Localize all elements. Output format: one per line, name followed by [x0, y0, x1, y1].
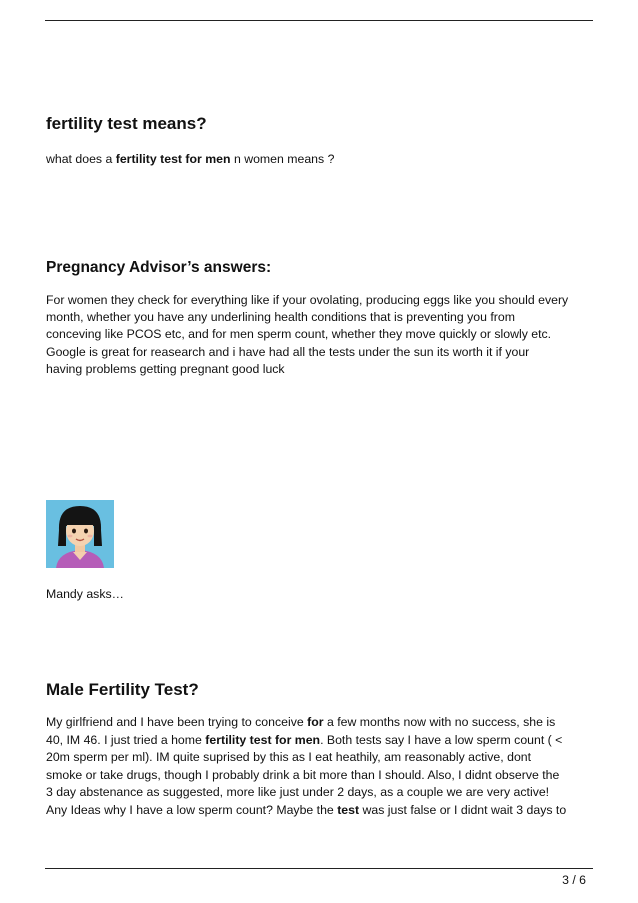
question-title: Male Fertility Test? — [46, 680, 199, 699]
answers-heading: Pregnancy Advisor’s answers: — [46, 259, 272, 276]
page-number: 3 / 6 — [562, 873, 586, 887]
question-title: fertility test means? — [46, 114, 207, 133]
header-rule — [45, 20, 593, 21]
asker-label: Mandy asks… — [46, 587, 124, 601]
cartoon-woman-avatar-icon — [46, 500, 114, 568]
footer-rule — [45, 868, 593, 869]
question-text: what does a fertility test for men n women means ? — [46, 152, 335, 166]
answer-text: For women they check for everything like if your ovolating, producing eggs like you should every month, whether you have any underlining health conditions that is preventing you from conceving like PCOS etc, and for men sperm count, whether they move quickly or slowly etc. Google is great for reasearch and i have had all the tests under the sun its worth it if your having problems getting pregnant good luck — [46, 293, 569, 376]
question-text: My girlfriend and I have been trying to conceive for a few months now with no success, she is 40, IM 46. I just tried a home fertility test for men. Both tests say I have a low sperm count ( < 20m sperm per ml). IM quite suprised by this as I eat heathily, am reasonably active, dont smoke or take drugs, though I probably drink a bit more than I should. Also, I didnt observe the 3 day abstenance as suggested, more like just under 2 days, as a couple we are very active! Any Ideas why I have a low sperm count? Maybe the test was just false or I didnt wait 3 days to — [46, 715, 567, 817]
